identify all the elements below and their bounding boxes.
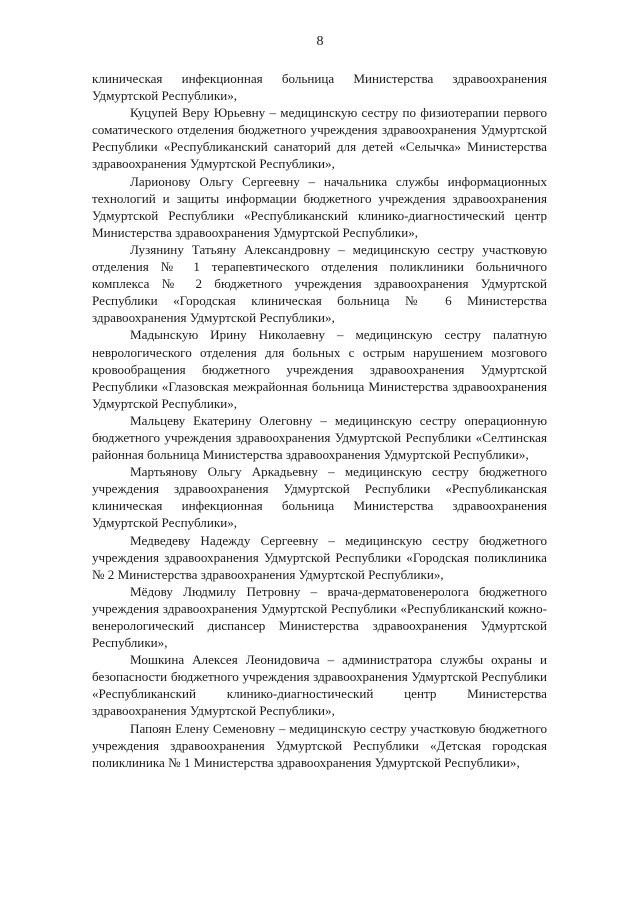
paragraph-continuation: клиническая инфекционная больница Министерства здравоохранения Удмуртской Республики», (92, 71, 547, 104)
document-body (92, 70, 547, 771)
paragraph-larionova: Ларионову Ольгу Сергеевну – начальника службы информационных технологий и защиты информации бюджетного учреждения здравоохранения Удмуртской Республики «Республиканский клинико-диагностический центр Министерства здравоохранения Удмуртской Республики», (92, 173, 547, 240)
paragraph-martyanova: Мартьянову Ольгу Аркадьевну – медицинскую сестру бюджетного учреждения здравоохранения Удмуртской Республики «Республиканская клиническая инфекционная больница Министерства здравоохранения Удмуртской Республики», (92, 464, 547, 531)
paragraph-papoyan: Папоян Елену Семеновну – медицинскую сестру участковую бюджетного учреждения здравоохранения Удмуртской Республики «Детская городская поликлиника № 1 Министерства здравоохранения Удмуртской Республики», (92, 720, 547, 770)
paragraph-kutsupey: Куцупей Веру Юрьевну – медицинскую сестру по физиотерапии первого соматического отделения бюджетного учреждения здравоохранения Удмуртской Республики «Республиканский санаторий для детей «Селычка» Министерства здравоохранения Удмуртской Республики», (92, 105, 547, 172)
page-number: 8 (316, 34, 324, 49)
paragraph-luzyanina: Лузянину Татьяну Александровну – медицинскую сестру участковую отделения № 1 терапевтического отделения поликлиники больничного комплекса № 2 бюджетного учреждения здравоохранения Удмуртской Республики «Городская клиническая больница № 6 Министерства здравоохранения Удмуртской Республики», (92, 241, 547, 326)
paragraph-maltseva: Мальцеву Екатерину Олеговну – медицинскую сестру операционную бюджетного учреждения здравоохранения Удмуртской Республики «Селтинская районная больница Министерства здравоохранения Удмуртской Республики», (92, 412, 547, 463)
paragraph-moshkin: Мошкина Алексея Леонидовича – администратора службы охраны и безопасности бюджетного учреждения здравоохранения Удмуртской Республики «Республиканский клинико-диагностический центр Министерства здравоохранения Удмуртской Республики», (92, 652, 547, 719)
paragraph-medvedeva: Медведеву Надежду Сергеевну – медицинскую сестру бюджетного учреждения здравоохранения Удмуртской Республики «Городская поликлиника № 2 Министерства здравоохранения Удмуртской Республики», (92, 532, 547, 582)
paragraph-myodova: Мёдову Людмилу Петровну – врача-дерматовенеролога бюджетного учреждения здравоохранения Удмуртской Республики «Республиканский кожно-венерологический диспансер Министерства здравоохранения Удмуртской Республики», (92, 583, 547, 651)
paragraph-madynskaya: Мадынскую Ирину Николаевну – медицинскую сестру палатную неврологического отделения для больных с острым нарушением мозгового кровообращения бюджетного учреждения здравоохранения Удмуртской Республики «Глазовская межрайонная больница Министерства здравоохранения Удмуртской Республики», (92, 327, 547, 411)
